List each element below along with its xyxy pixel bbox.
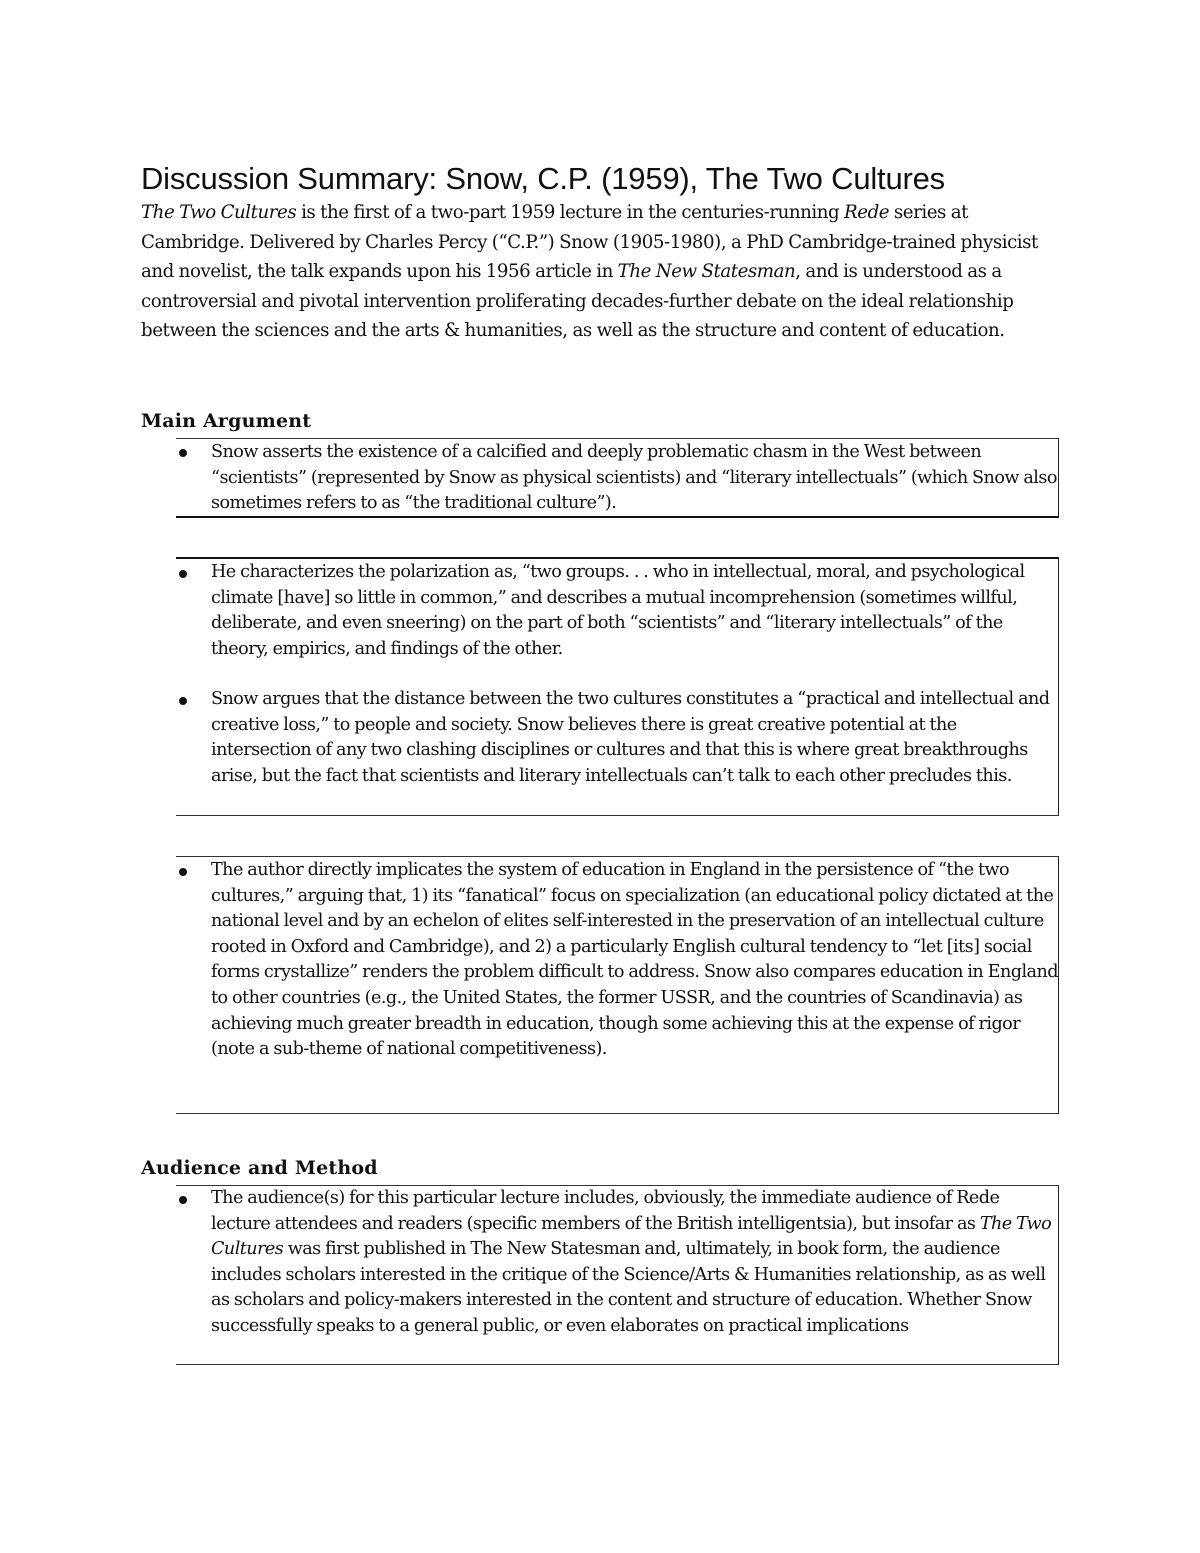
intro-statesman-italic: The New Statesman — [617, 261, 796, 282]
intro-text-2: series at Cambridge. Delivered by Charles Percy (“C.P.”) Snow (1905-1980), a PhD Cambridge-trained physicist and novelist, the talk expands upon his 1956 article in — [141, 202, 1038, 282]
page-title: Discussion Summary: Snow, C.P. (1959), The Two Cultures — [141, 161, 945, 196]
bullet-dot-icon — [179, 1196, 187, 1204]
audience-title-italic: The Two Cultures — [211, 1213, 1052, 1260]
main-argument-bullet-1: Snow asserts the existence of a calcified and deeply problematic chasm in the West between “scientists” (represented by Snow as physical scientists) and “literary intellectuals” (which Snow also sometimes refers to as “the traditional culture”). — [211, 442, 1057, 514]
bullet-dot-icon — [179, 570, 187, 578]
intro-title-italic: The Two Cultures — [141, 202, 297, 223]
audience-method-heading: Audience and Method — [141, 1157, 378, 1179]
audience-method-bullet-1 — [211, 1186, 1061, 1340]
bullet-dot-icon — [179, 868, 187, 876]
audience-text-1: The audience(s) for this particular lecture includes, obviously, the immediate audience of Rede lecture attendees and readers (specific members of the British intelligentsia), but insofar as — [211, 1188, 1000, 1234]
intro-rede-italic: Rede — [844, 202, 890, 223]
bullet-dot-icon — [179, 449, 187, 457]
bullet-dot-icon — [179, 697, 187, 705]
main-argument-heading: Main Argument — [141, 410, 312, 432]
main-argument-bullet-3: Snow argues that the distance between the two cultures constitutes a “practical and intellectual and creative loss,” to people and society. Snow believes there is great creative potential at the intersection of any two clashing disciplines or cultures and that this is where great breakthroughs arise, but the fact that scientists and literary intellectuals can’t talk to each other precludes this. — [211, 689, 1050, 786]
intro-text-1: is the first of a two-part 1959 lecture in the centuries-running — [296, 202, 845, 223]
main-argument-bullet-4: The author directly implicates the system of education in England in the persistence of “the two cultures,” arguing that, 1) its “fanatical” focus on specialization (an educational policy dictated at the national level and by an echelon of elites self-interested in the preservation of an intellectual culture rooted in Oxford and Cambridge), and 2) a particularly English cultural tendency to “let [its] social forms crystallize” renders the problem difficult to address. Snow also compares education in England to other countries (e.g., the United States, the former USSR, and the countries of Scandinavia) as achieving much greater breadth in education, though some achieving this at the expense of rigor (note a sub-theme of national competitiveness). — [211, 860, 1058, 1060]
intro-text-3: , and is understood as a controversial and pivotal intervention proliferating decades-further debate on the ideal relationship between the sciences and the arts & humanities, as well as the structure and content of education. — [141, 261, 1014, 341]
audience-text-2: was first published in The New Statesman and, ultimately, in book form, the audience includes scholars interested in the critique of the Science/Arts & Humanities relationship, as as well as scholars and policy-makers interested in the content and structure of education. Whether Snow successfully speaks to a general public, or even elaborates on practical implications — [211, 1239, 1046, 1336]
intro-paragraph — [141, 198, 1061, 346]
main-argument-bullet-2: He characterizes the polarization as, “two groups. . . who in intellectual, moral, and psychological climate [have] so little in common,” and describes a mutual incomprehension (sometimes willful, deliberate, and even sneering) on the part of both “scientists” and “literary intellectuals” of the theory, empirics, and findings of the other. — [211, 562, 1025, 659]
